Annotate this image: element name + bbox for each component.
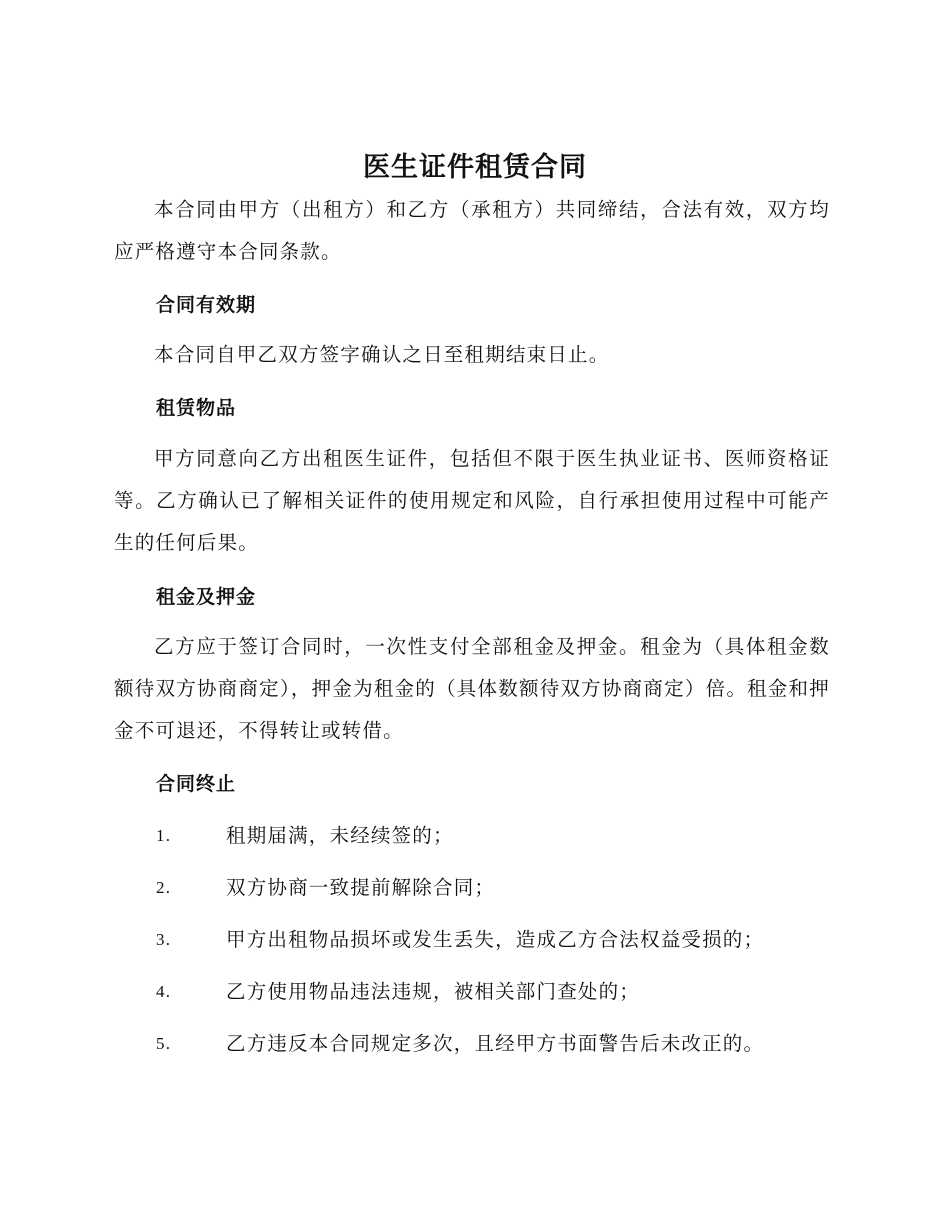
list-item (156, 925, 856, 955)
section-paragraph-rent-deposit: 乙方应于签订合同时，一次性支付全部租金及押金。租金为（具体租金数额待双方协商商定），押金为租金的（具体数额待双方协商商定）倍。租金和押金不可退还，不得转让或转借。 (114, 635, 830, 742)
list-item (156, 821, 856, 851)
list-item-text: 乙方使用物品违法违规，被相关部门查处的； (226, 980, 641, 1003)
section-heading-leased-items: 租赁物品 (156, 397, 237, 419)
list-item (156, 1029, 856, 1059)
section-heading-validity: 合同有效期 (156, 294, 257, 316)
list-item (156, 873, 856, 903)
list-item-number: 1. (156, 826, 172, 845)
list-item-number: 2. (156, 878, 172, 897)
list-item-number: 4. (156, 982, 172, 1001)
document-title: 医生证件租赁合同 (363, 152, 587, 183)
list-item-number: 3. (156, 930, 172, 949)
list-item-text: 甲方出租物品损坏或发生丢失，造成乙方合法权益受损的； (226, 928, 765, 951)
list-item-number: 5. (156, 1034, 172, 1053)
section-paragraph-leased-items: 甲方同意向乙方出租医生证件，包括但不限于医生执业证书、医师资格证等。乙方确认已了解相关证件的使用规定和风险，自行承担使用过程中可能产生的任何后果。 (114, 447, 830, 554)
section-paragraph-validity: 本合同自甲乙双方签字确认之日至租期结束日止。 (154, 343, 610, 366)
intro-paragraph: 本合同由甲方（出租方）和乙方（承租方）共同缔结，合法有效，双方均应严格遵守本合同条款。 (114, 198, 830, 263)
list-item-text: 双方协商一致提前解除合同； (226, 876, 496, 899)
section-heading-rent-deposit: 租金及押金 (156, 586, 257, 608)
list-item-text: 乙方违反本合同规定多次，且经甲方书面警告后未改正的。 (226, 1032, 765, 1055)
list-item (156, 977, 856, 1007)
list-item-text: 租期届满，未经续签的； (226, 824, 454, 847)
section-heading-termination: 合同终止 (156, 773, 237, 795)
